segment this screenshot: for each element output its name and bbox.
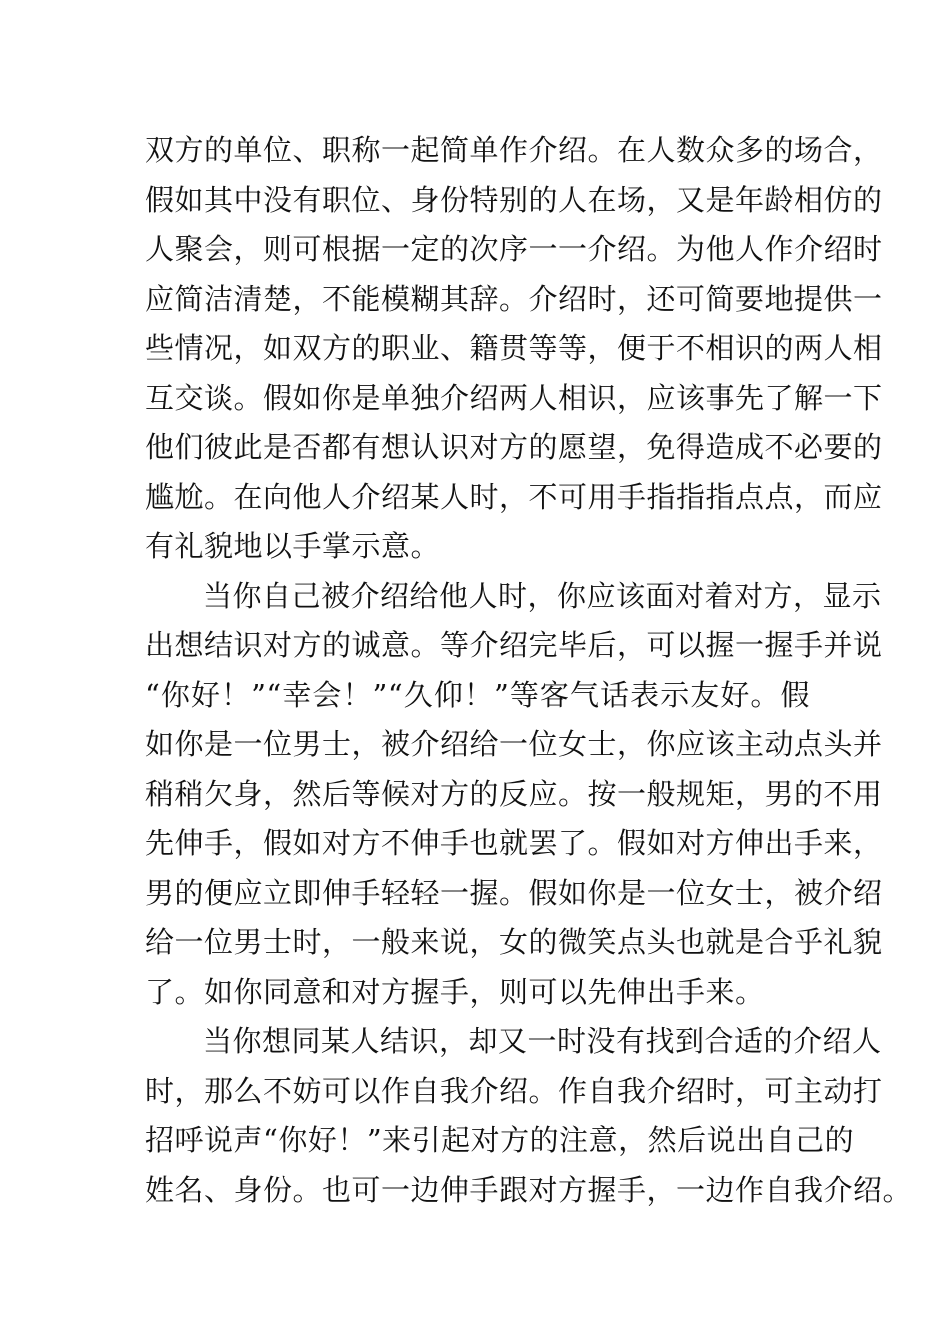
text-line: “你好！”“幸会！”“久仰！”等客气话表示友好。假: [145, 677, 810, 712]
text-line: 当你自己被介绍给他人时，你应该面对着对方，显示: [203, 578, 882, 613]
text-line: 姓名、身份。也可一边伸手跟对方握手，一边作自我介绍。: [145, 1172, 913, 1207]
text-line: 互交谈。假如你是单独介绍两人相识，应该事先了解一下: [145, 380, 883, 415]
text-line: 双方的单位、职称一起简单作介绍。在人数众多的场合，: [145, 133, 883, 167]
text-line: 给一位男士时，一般来说，女的微笑点头也就是合乎礼貌: [145, 925, 883, 959]
text-line: 些情况，如双方的职业、籍贯等等，便于不相识的两人相: [145, 331, 883, 365]
text-line: 如你是一位男士，被介绍给一位女士，你应该主动点头并: [145, 727, 883, 761]
text-line: 时，那么不妨可以作自我介绍。作自我介绍时，可主动打: [145, 1073, 883, 1108]
text-line: 有礼貌地以手掌示意。: [145, 529, 441, 563]
text-line: 他们彼此是否都有想认识对方的愿望，免得造成不必要的: [145, 430, 883, 464]
text-line: 男的便应立即伸手轻轻一握。假如你是一位女士，被介绍: [145, 875, 883, 910]
text-line: 假如其中没有职位、身份特别的人在场，又是年龄相仿的: [145, 182, 883, 217]
text-line: 了。如你同意和对方握手，则可以先伸出手来。: [145, 974, 765, 1009]
text-line: 人聚会，则可根据一定的次序一一介绍。为他人作介绍时: [145, 232, 883, 266]
text-line: 当你想同某人结识，却又一时没有找到合适的介绍人: [203, 1024, 882, 1058]
text-line: 稍稍欠身，然后等候对方的反应。按一般规矩，男的不用: [145, 776, 883, 811]
text-line: 尴尬。在向他人介绍某人时，不可用手指指指点点，而应: [145, 479, 883, 514]
text-line: 先伸手，假如对方不伸手也就罢了。假如对方伸出手来，: [145, 826, 883, 860]
text-line: 出想结识对方的诚意。等介绍完毕后，可以握一握手并说: [145, 628, 883, 662]
text-line: 应简洁清楚，不能模糊其辞。介绍时，还可简要地提供一: [145, 281, 883, 316]
body-text: [145, 126, 913, 1215]
text-line: 招呼说声“你好！”来引起对方的注意，然后说出自己的: [145, 1123, 855, 1157]
